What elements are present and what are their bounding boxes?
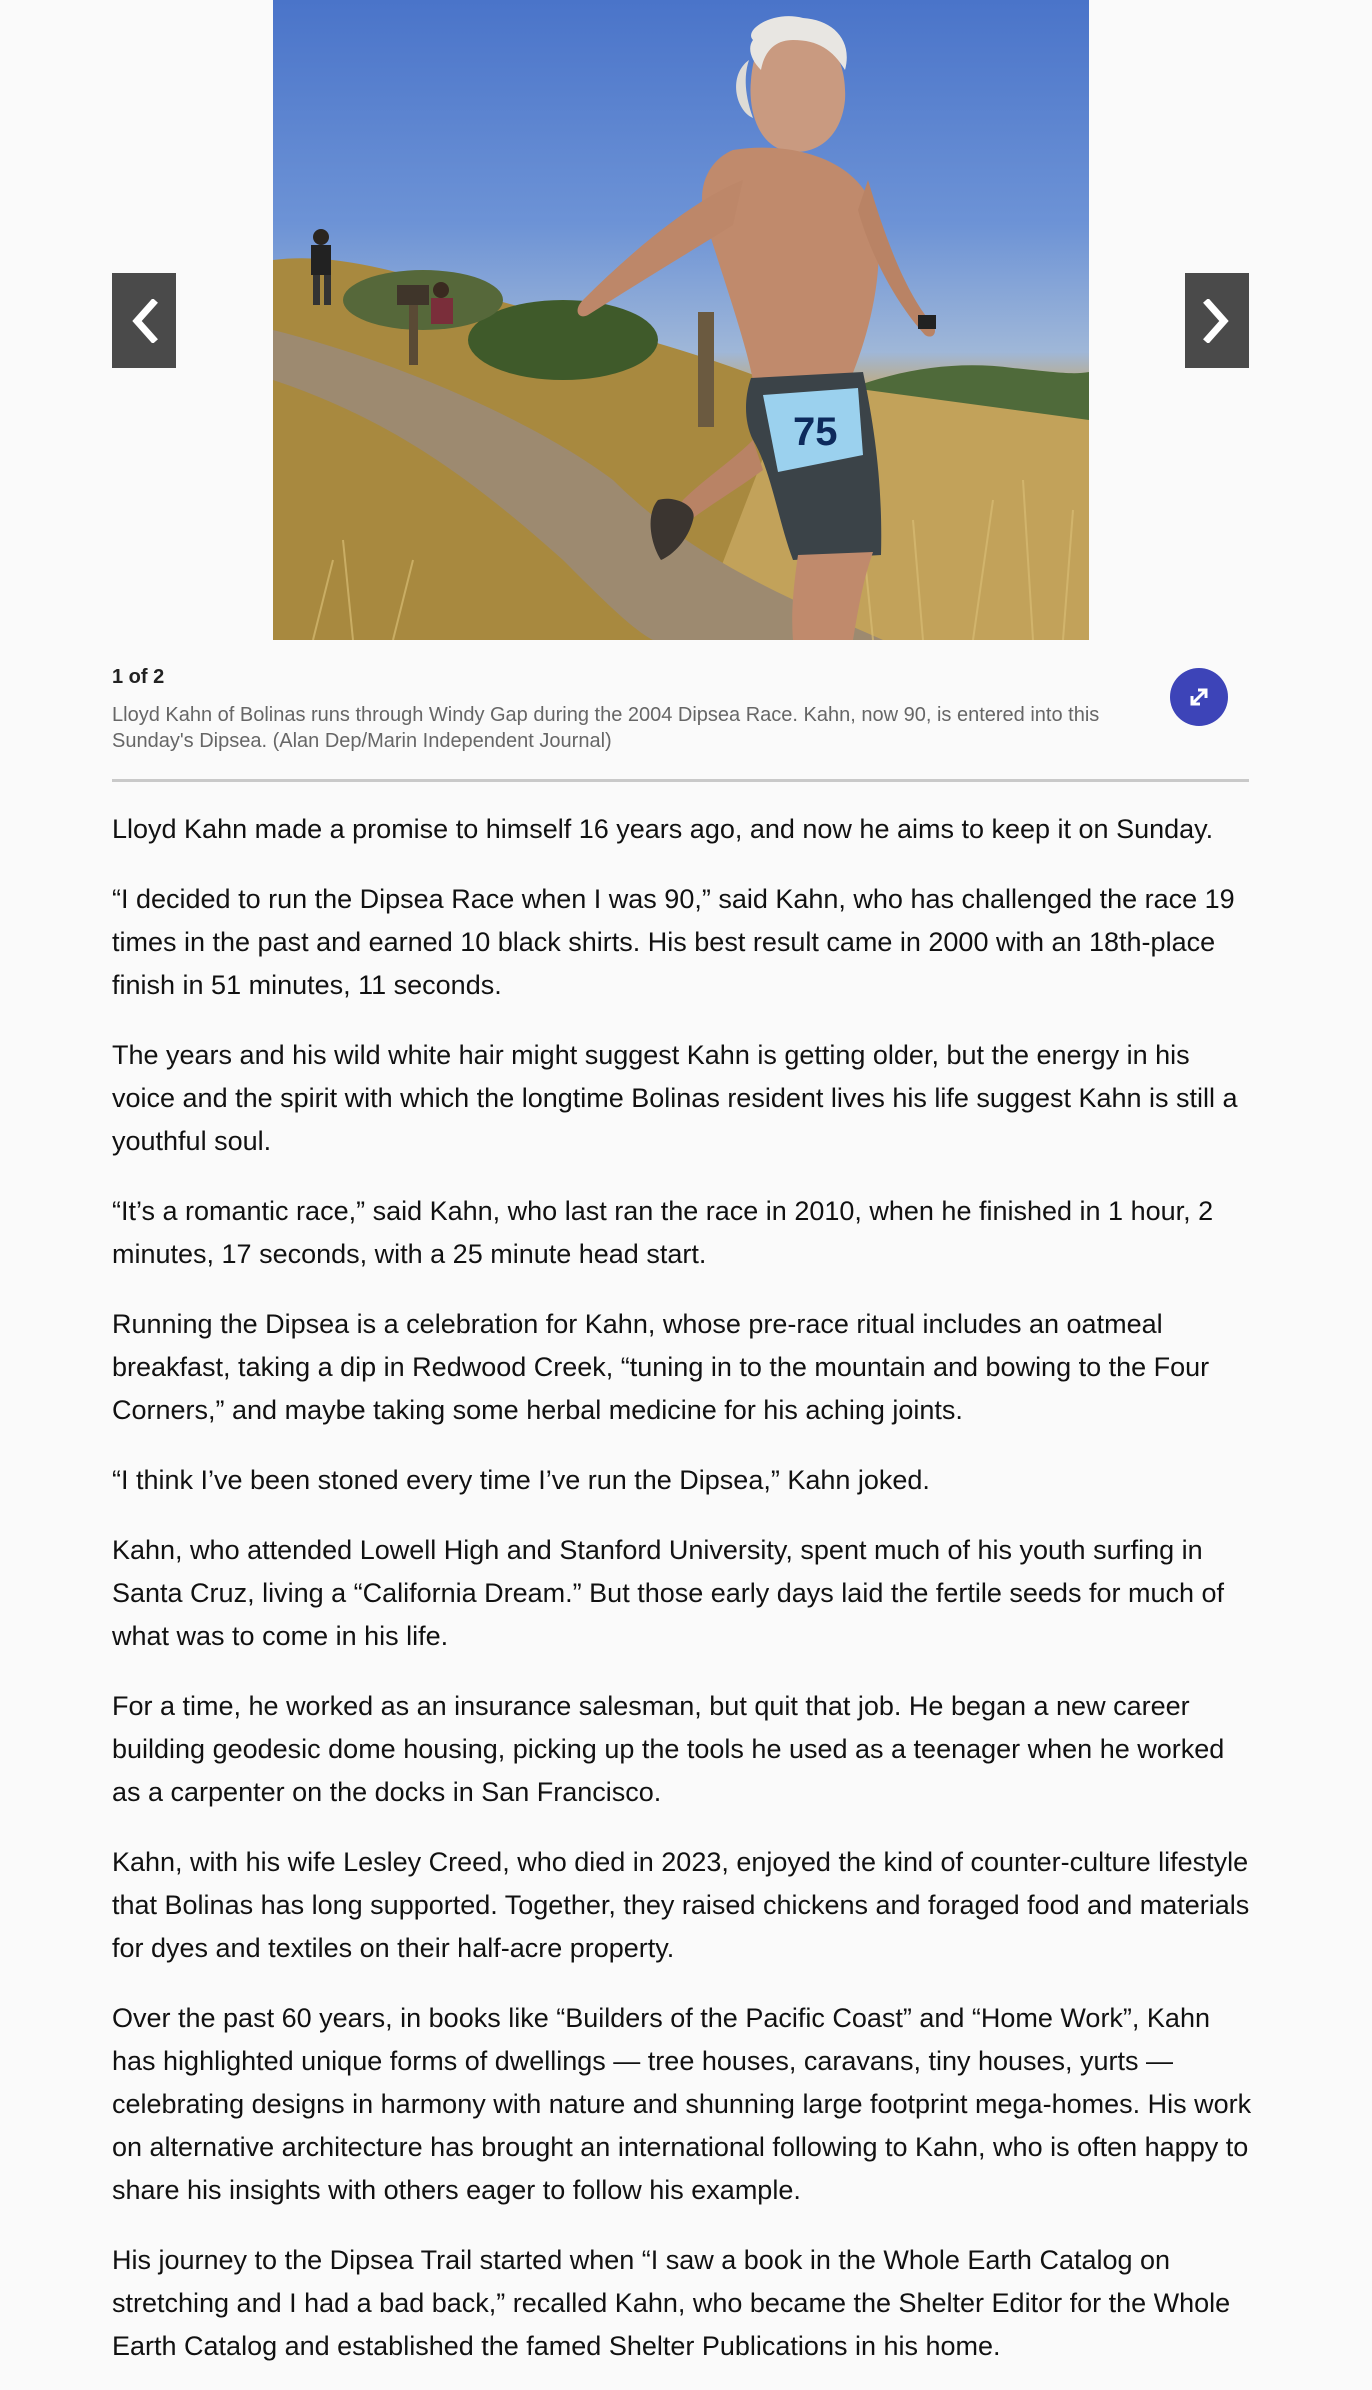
- article-paragraph: For a time, he worked as an insurance salesman, but quit that job. He began a new career building geodesic dome housing, picking up the tools he used as a teenager when he worked as a carpenter on the docks in San Francisco.: [112, 1691, 1225, 1807]
- gallery-photo[interactable]: [273, 0, 1089, 640]
- article-paragraph: Running the Dipsea is a celebration for Kahn, whose pre-race ritual includes an oatmeal breakfast, taking a dip in Redwood Creek, “tuning in to the mountain and bowing to the Four Corners,” and maybe taking some herbal medicine for his aching joints.: [112, 1309, 1210, 1425]
- bib-number-text: 75: [793, 410, 838, 454]
- photo-counter: 1 of 2: [112, 666, 165, 688]
- article-paragraph: “I think I’ve been stoned every time I’ve run the Dipsea,” Kahn joked.: [112, 1465, 930, 1495]
- photo-caption-area: [112, 664, 1249, 782]
- article-paragraph: Over the past 60 years, in books like “Builders of the Pacific Coast” and “Home Work”, Kahn has highlighted unique forms of dwellings — tree houses, caravans, tiny houses, yurts — celebrating designs in harmony with nature and shunning large footprint mega-homes. His work on alternative architecture has brought an international following to Kahn, who is often happy to share his insights with others eager to follow his example.: [112, 2003, 1252, 2205]
- photo-gallery: [112, 0, 1249, 640]
- chevron-right-icon: [1202, 299, 1232, 343]
- article-body: [112, 808, 1252, 2390]
- next-photo-button[interactable]: [1185, 273, 1249, 368]
- article-paragraph: Kahn, with his wife Lesley Creed, who died in 2023, enjoyed the kind of counter-culture lifestyle that Bolinas has long supported. Together, they raised chickens and foraged food and materials for dyes and textiles on their half-acre property.: [112, 1847, 1250, 1963]
- article-paragraph: “It’s a romantic race,” said Kahn, who last ran the race in 2010, when he finished in 1 hour, 2 minutes, 17 seconds, with a 25 minute head start.: [112, 1196, 1214, 1269]
- article-paragraph: Kahn, who attended Lowell High and Stanford University, spent much of his youth surfing in Santa Cruz, living a “California Dream.” But those early days laid the fertile seeds for much of what was to come in his life.: [112, 1535, 1224, 1651]
- article-paragraph: The years and his wild white hair might suggest Kahn is getting older, but the energy in his voice and the spirit with which the longtime Bolinas resident lives his life suggest Kahn is still a youthful soul.: [112, 1040, 1238, 1156]
- article-paragraph: “I decided to run the Dipsea Race when I was 90,” said Kahn, who has challenged the race 19 times in the past and earned 10 black shirts. His best result came in 2000 with an 18th-place finish in 51 minutes, 11 seconds.: [112, 884, 1235, 1000]
- runner-photo-illustration: [273, 0, 1089, 640]
- expand-photo-button[interactable]: [1170, 668, 1228, 726]
- previous-photo-button[interactable]: [112, 273, 176, 368]
- article-paragraph: His journey to the Dipsea Trail started when “I saw a book in the Whole Earth Catalog on stretching and I had a bad back,” recalled Kahn, who became the Shelter Editor for the Whole Earth Catalog and established the famed Shelter Publications in his home.: [112, 2245, 1231, 2361]
- article-paragraph: Lloyd Kahn made a promise to himself 16 years ago, and now he aims to keep it on Sunday.: [112, 814, 1214, 844]
- expand-icon: [1184, 682, 1214, 712]
- chevron-left-icon: [129, 299, 159, 343]
- photo-caption: Lloyd Kahn of Bolinas runs through Windy Gap during the 2004 Dipsea Race. Kahn, now 90, is entered into this Sunday's Dipsea. (Alan Dep/Marin Independent Journal): [112, 704, 1100, 752]
